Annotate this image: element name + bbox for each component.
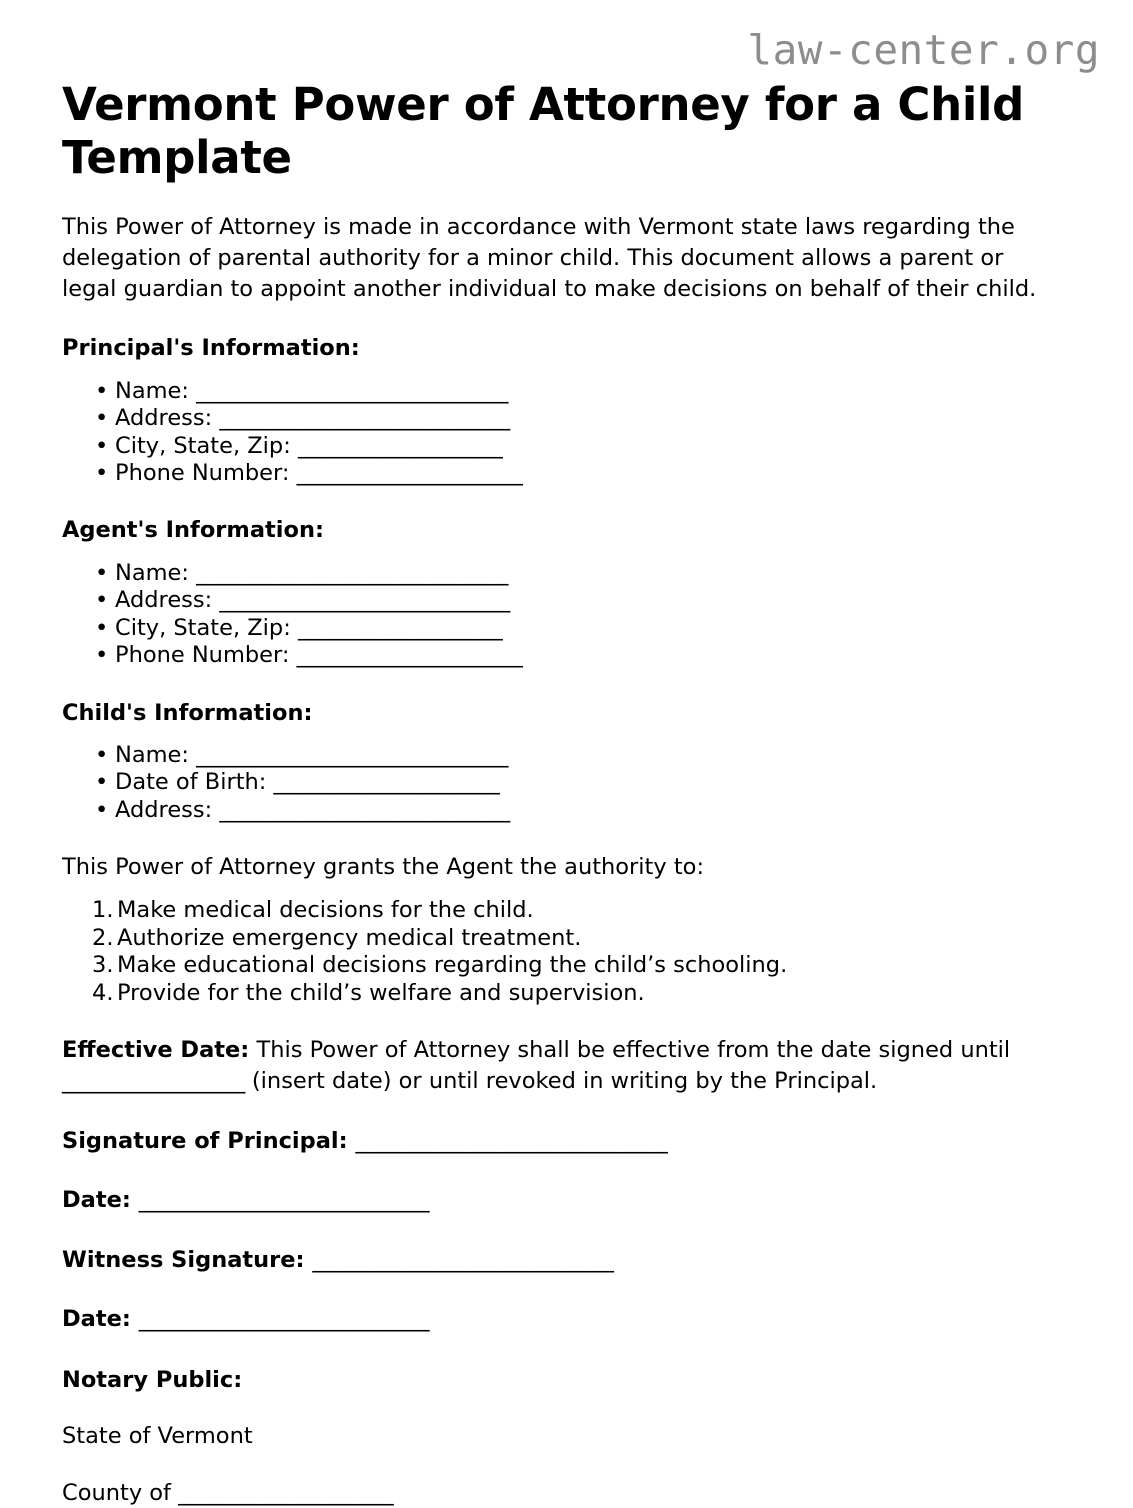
list-item: Provide for the child’s welfare and supervision. xyxy=(117,979,645,1006)
page-title: Vermont Power of Attorney for a Child Template xyxy=(62,78,1025,185)
site-watermark: law-center.org xyxy=(747,26,1100,74)
list-item xyxy=(62,742,1062,769)
list-item xyxy=(62,460,1062,487)
effective-date-text-before: This Power of Attorney shall be effective from the date signed until xyxy=(249,1037,1011,1064)
field-label: Name: xyxy=(115,741,197,768)
effective-date-paragraph xyxy=(62,1035,1054,1097)
notary-county-line xyxy=(62,1479,1062,1508)
field-label: Address: xyxy=(115,587,220,614)
field-blank[interactable]: ___________________________ xyxy=(219,587,510,614)
field-label: Address: xyxy=(115,796,220,823)
field-blank[interactable]: _____________________ xyxy=(296,642,523,669)
notary-state-line: State of Vermont xyxy=(62,1423,253,1450)
list-item xyxy=(62,560,1062,587)
signature-of-principal-label: Signature of Principal: xyxy=(62,1128,356,1155)
signature-of-principal-line xyxy=(62,1127,1062,1156)
document-body xyxy=(62,78,1062,1508)
witness-date-blank[interactable]: ___________________________ xyxy=(138,1305,429,1332)
field-label: City, State, Zip: xyxy=(115,614,298,641)
list-item xyxy=(62,378,1062,405)
child-fields xyxy=(62,742,1062,824)
intro-paragraph: This Power of Attorney is made in accordance with Vermont state laws regarding the delegation of parental authority for a minor child. This document allows a parent or legal guardian to appoint another individual to make decisions on behalf of their child. xyxy=(62,214,1037,303)
field-label: Name: xyxy=(115,377,197,404)
agent-section-heading: Agent's Information: xyxy=(62,517,324,544)
effective-date-text-after: (insert date) or until revoked in writing by the Principal. xyxy=(244,1068,878,1095)
notary-county-label: County of xyxy=(62,1479,179,1506)
field-label: Address: xyxy=(115,405,220,432)
effective-date-label: Effective Date: xyxy=(62,1037,250,1064)
field-blank[interactable]: ___________________________ xyxy=(219,796,510,823)
list-item: Authorize emergency medical treatment. xyxy=(117,924,582,951)
notary-county-blank[interactable]: ____________________ xyxy=(178,1479,394,1506)
principal-fields xyxy=(62,378,1062,488)
effective-date-blank[interactable]: _________________ xyxy=(62,1068,245,1095)
field-blank[interactable]: _____________________________ xyxy=(196,559,508,586)
agent-fields xyxy=(62,560,1062,670)
field-blank[interactable]: _____________________ xyxy=(296,460,523,487)
witness-signature-line xyxy=(62,1246,1062,1275)
field-label: Date of Birth: xyxy=(115,769,274,796)
field-label: Phone Number: xyxy=(115,642,297,669)
principal-section-heading: Principal's Information: xyxy=(62,335,360,362)
witness-date-line xyxy=(62,1305,1062,1334)
field-blank[interactable]: ___________________ xyxy=(297,432,503,459)
field-blank[interactable]: ___________________ xyxy=(297,614,503,641)
list-item xyxy=(62,615,1062,642)
witness-signature-blank[interactable]: ____________________________ xyxy=(312,1246,614,1273)
field-blank[interactable]: _____________________________ xyxy=(196,377,508,404)
signature-of-principal-blank[interactable]: _____________________________ xyxy=(355,1128,668,1155)
list-item xyxy=(62,587,1062,614)
principal-date-blank[interactable]: ___________________________ xyxy=(138,1187,429,1214)
witness-date-label: Date: xyxy=(62,1305,139,1332)
field-label: Name: xyxy=(115,559,197,586)
principal-date-line xyxy=(62,1186,1062,1215)
field-blank[interactable]: _____________________________ xyxy=(196,741,508,768)
witness-signature-label: Witness Signature: xyxy=(62,1246,313,1273)
principal-date-label: Date: xyxy=(62,1187,139,1214)
authority-list xyxy=(62,897,1062,1007)
field-label: City, State, Zip: xyxy=(115,432,298,459)
list-item xyxy=(62,642,1062,669)
list-item xyxy=(62,797,1062,824)
field-blank[interactable]: _____________________ xyxy=(273,769,500,796)
field-label: Phone Number: xyxy=(115,460,297,487)
list-item xyxy=(62,769,1062,796)
list-item: Make medical decisions for the child. xyxy=(117,897,534,924)
notary-public-heading: Notary Public: xyxy=(62,1367,243,1394)
list-item xyxy=(62,433,1062,460)
field-blank[interactable]: ___________________________ xyxy=(219,405,510,432)
authority-intro: This Power of Attorney grants the Agent the authority to: xyxy=(62,854,705,881)
child-section-heading: Child's Information: xyxy=(62,699,313,726)
list-item xyxy=(62,405,1062,432)
list-item: Make educational decisions regarding the child’s schooling. xyxy=(117,952,788,979)
